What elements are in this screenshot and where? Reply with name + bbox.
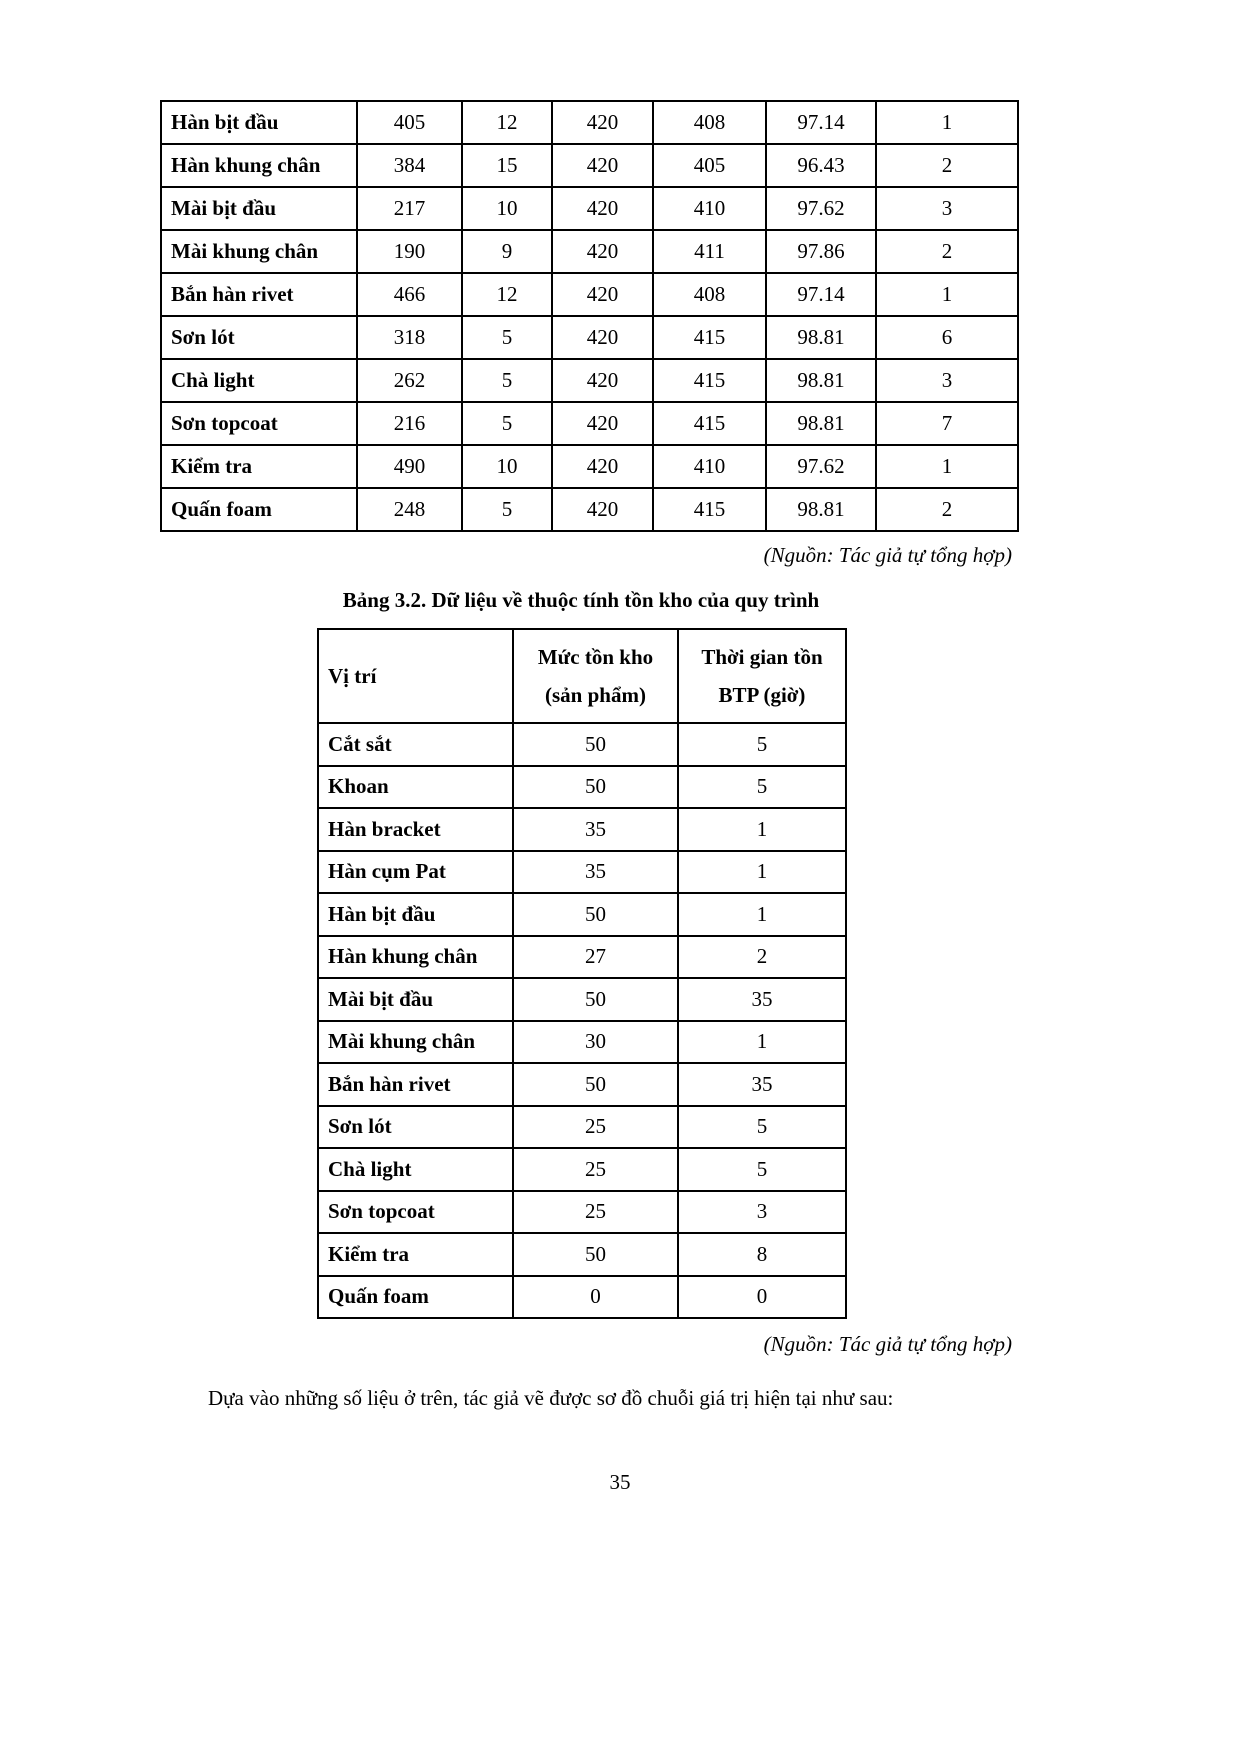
table-cell-position: Hàn khung chân [318, 936, 513, 979]
table-cell: 411 [653, 230, 766, 273]
table-cell: 5 [462, 316, 552, 359]
table-cell: 420 [552, 230, 653, 273]
table-cell: 50 [513, 893, 678, 936]
table-cell: 3 [876, 187, 1018, 230]
table-cell-position: Bắn hàn rivet [161, 273, 357, 316]
table-cell: 408 [653, 273, 766, 316]
table-cell-position: Sơn lót [161, 316, 357, 359]
table-cell-position: Kiểm tra [161, 445, 357, 488]
table-cell-position: Sơn lót [318, 1106, 513, 1149]
table-cell: 97.62 [766, 445, 876, 488]
table-cell: 420 [552, 101, 653, 144]
table-cell: 12 [462, 273, 552, 316]
table-cell: 420 [552, 445, 653, 488]
table-cell: 190 [357, 230, 462, 273]
table-cell: 216 [357, 402, 462, 445]
table-cell: 490 [357, 445, 462, 488]
table-cell: 35 [678, 978, 846, 1021]
table-cell: 6 [876, 316, 1018, 359]
table-cell-position: Sơn topcoat [318, 1191, 513, 1234]
table-cell: 3 [876, 359, 1018, 402]
source-note: (Nguồn: Tác giả tự tổng hợp) [763, 543, 1012, 567]
table-cell: 98.81 [766, 488, 876, 531]
table-row [318, 1148, 846, 1191]
table-row [318, 723, 846, 766]
table-cell-position: Mài khung chân [161, 230, 357, 273]
table-row [161, 445, 1018, 488]
table-row [318, 1233, 846, 1276]
table-cell: 415 [653, 402, 766, 445]
table-cell: 2 [876, 488, 1018, 531]
table-cell: 2 [678, 936, 846, 979]
header-text: Thời gian tồn [701, 645, 823, 669]
table-cell: 50 [513, 1233, 678, 1276]
table-cell: 466 [357, 273, 462, 316]
table-row [318, 936, 846, 979]
table-cell-position: Chà light [161, 359, 357, 402]
table-cell: 1 [876, 445, 1018, 488]
table-row [318, 978, 846, 1021]
table-cell: 98.81 [766, 402, 876, 445]
table-cell: 97.14 [766, 101, 876, 144]
table-cell: 410 [653, 445, 766, 488]
table-cell: 5 [678, 766, 846, 809]
table-cell: 3 [678, 1191, 846, 1234]
table-cell: 420 [552, 359, 653, 402]
table2-caption: Bảng 3.2. Dữ liệu về thuộc tính tồn kho của quy trình [342, 588, 820, 612]
table-cell: 5 [462, 359, 552, 402]
table-cell: 35 [678, 1063, 846, 1106]
table-cell: 50 [513, 723, 678, 766]
table-cell-position: Sơn topcoat [161, 402, 357, 445]
table-cell-position: Chà light [318, 1148, 513, 1191]
table-row [318, 1063, 846, 1106]
table-cell-position: Khoan [318, 766, 513, 809]
table-cell-position: Hàn khung chân [161, 144, 357, 187]
table-cell: 35 [513, 808, 678, 851]
table-cell-position: Quấn foam [161, 488, 357, 531]
table-cell: 415 [653, 359, 766, 402]
table-row [161, 230, 1018, 273]
header-text: (sản phẩm) [545, 683, 646, 707]
table-cell: 1 [678, 1021, 846, 1064]
header-text: Vị trí [328, 664, 377, 688]
table-cell: 1 [876, 273, 1018, 316]
table-cell: 420 [552, 402, 653, 445]
inventory-table [317, 628, 847, 1319]
table-cell: 35 [513, 851, 678, 894]
table-cell: 96.43 [766, 144, 876, 187]
table-row [161, 316, 1018, 359]
table-cell: 415 [653, 488, 766, 531]
process-capacity-table [160, 100, 1019, 532]
table-cell: 420 [552, 273, 653, 316]
table-cell: 0 [678, 1276, 846, 1319]
table-cell: 25 [513, 1106, 678, 1149]
table-cell: 408 [653, 101, 766, 144]
table-cell: 420 [552, 316, 653, 359]
table-cell: 420 [552, 187, 653, 230]
table-cell-position: Bắn hàn rivet [318, 1063, 513, 1106]
table-cell: 7 [876, 402, 1018, 445]
table-cell-position: Mài khung chân [318, 1021, 513, 1064]
table-cell-position: Hàn bracket [318, 808, 513, 851]
table-cell: 1 [678, 808, 846, 851]
table-cell: 10 [462, 187, 552, 230]
table-row [318, 851, 846, 894]
table-row [318, 808, 846, 851]
table-cell: 384 [357, 144, 462, 187]
table-cell-position: Mài bịt đầu [161, 187, 357, 230]
table-cell: 5 [462, 488, 552, 531]
table-cell-position: Hàn bịt đầu [318, 893, 513, 936]
table-cell: 415 [653, 316, 766, 359]
table-cell: 405 [653, 144, 766, 187]
page-number: 35 [609, 1470, 631, 1494]
table-cell-position: Quấn foam [318, 1276, 513, 1319]
table-cell-position: Kiểm tra [318, 1233, 513, 1276]
table-cell: 318 [357, 316, 462, 359]
table-cell: 97.14 [766, 273, 876, 316]
header-cell-position [318, 629, 513, 723]
table-cell: 5 [678, 1148, 846, 1191]
source-note: (Nguồn: Tác giả tự tổng hợp) [763, 1332, 1012, 1356]
table-cell: 5 [462, 402, 552, 445]
header-cell-stock-level [513, 629, 678, 723]
table-cell: 2 [876, 144, 1018, 187]
table-cell: 248 [357, 488, 462, 531]
table-cell: 405 [357, 101, 462, 144]
table-row [318, 893, 846, 936]
table-row [318, 766, 846, 809]
table-cell: 98.81 [766, 316, 876, 359]
table-cell: 97.86 [766, 230, 876, 273]
table-row [161, 101, 1018, 144]
table-row [161, 359, 1018, 402]
table-cell: 15 [462, 144, 552, 187]
inventory-table-header [318, 629, 846, 723]
table-cell: 27 [513, 936, 678, 979]
table-row [161, 488, 1018, 531]
header-text: Mức tồn kho [537, 645, 654, 669]
table-cell: 1 [678, 893, 846, 936]
table-cell-position: Hàn bịt đầu [161, 101, 357, 144]
table-cell: 5 [678, 723, 846, 766]
inventory-table-body [318, 723, 846, 1318]
table-cell: 9 [462, 230, 552, 273]
table-cell-position: Mài bịt đầu [318, 978, 513, 1021]
table-cell: 0 [513, 1276, 678, 1319]
table-cell: 420 [552, 144, 653, 187]
table-cell: 2 [876, 230, 1018, 273]
table-cell: 25 [513, 1191, 678, 1234]
table-cell: 50 [513, 978, 678, 1021]
table-cell-position: Cắt sắt [318, 723, 513, 766]
table-cell: 420 [552, 488, 653, 531]
table-row [318, 1276, 846, 1319]
table-header-row [318, 629, 846, 723]
table-cell: 8 [678, 1233, 846, 1276]
table-row [161, 402, 1018, 445]
process-capacity-table-body [161, 101, 1018, 531]
table-cell: 410 [653, 187, 766, 230]
table-cell: 12 [462, 101, 552, 144]
header-text: BTP (giờ) [718, 683, 806, 707]
table-row [318, 1191, 846, 1234]
table-row [161, 144, 1018, 187]
table-cell: 217 [357, 187, 462, 230]
table-cell: 97.62 [766, 187, 876, 230]
table-row [318, 1021, 846, 1064]
table-row [161, 273, 1018, 316]
table-cell: 10 [462, 445, 552, 488]
table-cell: 30 [513, 1021, 678, 1064]
table-cell: 1 [678, 851, 846, 894]
table-cell: 1 [876, 101, 1018, 144]
table-cell: 50 [513, 766, 678, 809]
header-cell-hold-time [678, 629, 846, 723]
table-cell: 98.81 [766, 359, 876, 402]
table-cell: 25 [513, 1148, 678, 1191]
closing-paragraph: Dựa vào những số liệu ở trên, tác giả vẽ được sơ đồ chuỗi giá trị hiện tại như sau: [208, 1386, 894, 1410]
table-row [161, 187, 1018, 230]
table-cell: 5 [678, 1106, 846, 1149]
table-row [318, 1106, 846, 1149]
table-cell-position: Hàn cụm Pat [318, 851, 513, 894]
table-cell: 50 [513, 1063, 678, 1106]
table-cell: 262 [357, 359, 462, 402]
